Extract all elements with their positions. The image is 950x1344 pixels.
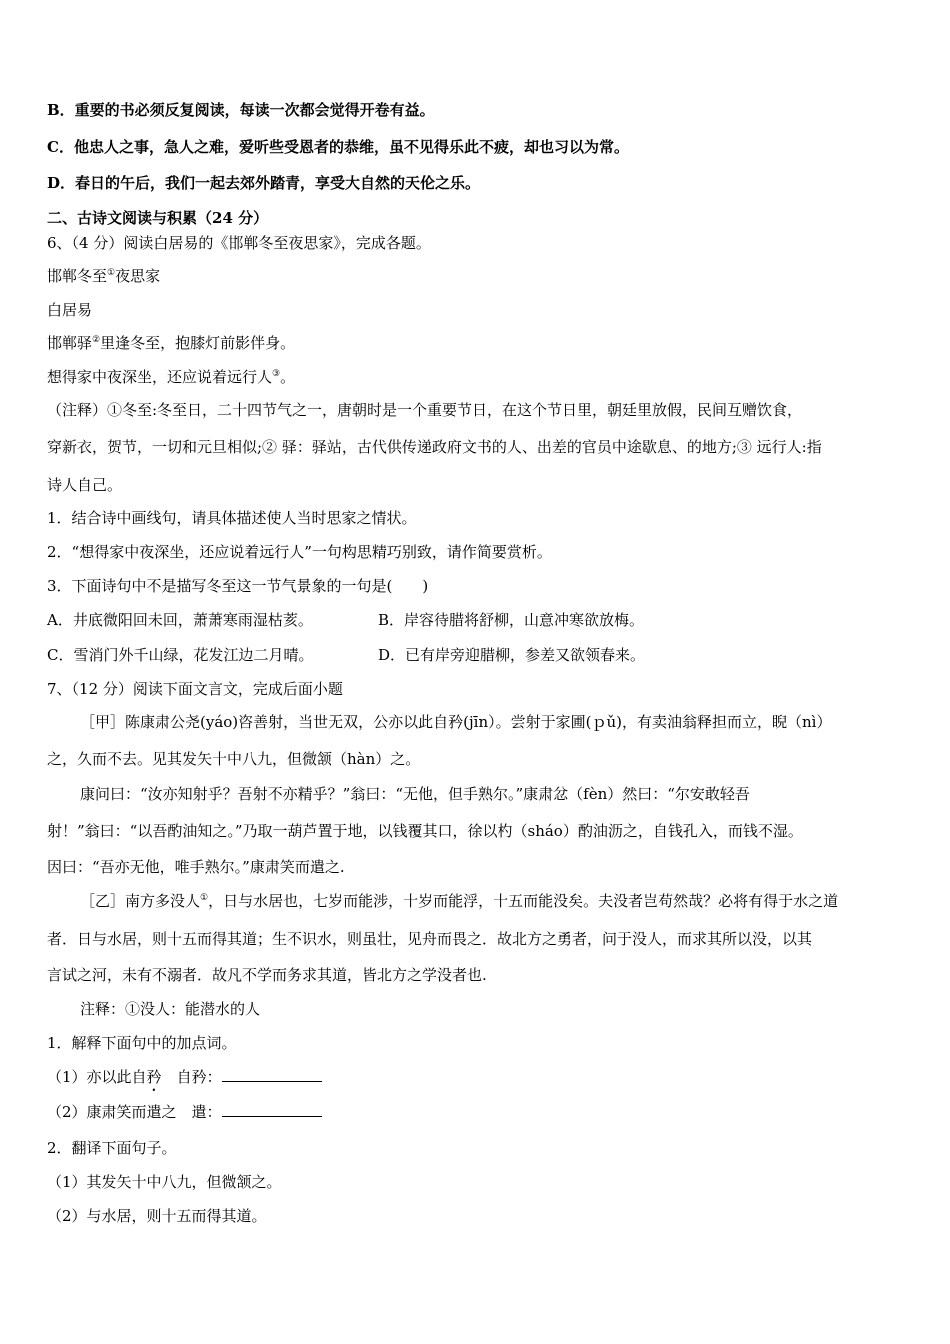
poem-line-1-note-mark: ② (92, 335, 101, 345)
poem-note-3: 诗人自己。 (47, 476, 123, 494)
q6-question-2: 2．“想得家中夜深坐，还应说着远行人”一句构思精巧别致，请作简要赏析。 (47, 543, 552, 561)
poem-title-text: 邯郸冬至 (47, 267, 108, 285)
text-yi-line-2: 者．日与水居，则十五而得其道；生不识水，则虽壮，见舟而畏之．故北方之勇者，问于没人，而求其所以没，以其 (47, 930, 813, 948)
poem-author: 白居易 (47, 301, 93, 319)
q6-option-c: C．雪消门外千山绿，花发江边二月晴。 (47, 646, 314, 664)
answer-blank-2[interactable] (222, 1102, 322, 1117)
q6-option-b: B．岸容待腊将舒柳，山意冲寒欲放梅。 (378, 611, 645, 629)
q7-question-1-2-text: （2）康肃笑而遣之 遣： (47, 1103, 222, 1121)
poem-line-2-a: 想得家中夜深坐，还应说着远行人 (47, 368, 273, 386)
poem-title-note-mark: ① (107, 268, 116, 278)
poem-note-1: （注释）①冬至:冬至日，二十四节气之一，唐朝时是一个重要节日，在这个节日里，朝廷里放假，民间互赠饮食， (47, 401, 803, 419)
text-jia-line-1: ［甲］陈康肃公尧(yáo)咨善射，当世无双，公亦以此自矜(jīn）。尝射于家圃(ｐǔ)，有卖油翁释担而立，睨（nì） (80, 713, 832, 731)
poem-title-text-end: 夜思家 (115, 267, 161, 285)
poem-title (47, 266, 160, 286)
answer-blank-1[interactable] (222, 1067, 322, 1082)
q6-question-3: 3．下面诗句中不是描写冬至这一节气景象的一句是( ) (47, 577, 429, 595)
text-jia-line-2: 之，久而不去。见其发矢十中八九，但微颔（hàn）之。 (47, 750, 421, 768)
poem-line-1-a: 邯郸驿 (47, 334, 93, 352)
q7-question-2: 2．翻译下面句子。 (47, 1139, 177, 1157)
section-heading: 二、古诗文阅读与积累（24 分） (47, 209, 269, 227)
poem-line-2-b: 。 (280, 368, 296, 386)
poem-line-1 (47, 333, 295, 353)
q7-question-1: 1．解释下面句中的加点词。 (47, 1034, 237, 1052)
q7-intro: 7、（12 分）阅读下面文言文，完成后面小题 (47, 680, 343, 698)
text-jia-line-4: 射！”翁曰：“以吾酌油知之。”乃取一葫芦置于地，以钱覆其口，徐以杓（sháo）酌油沥之，自钱孔入，而钱不湿。 (47, 822, 803, 840)
q6-option-d: D．已有岸旁迎腊柳，参差又欲领春来。 (378, 646, 646, 664)
q7-question-1-1-b: 自矜： (161, 1068, 222, 1086)
option-d: D．春日的午后，我们一起去郊外踏青，享受大自然的天伦之乐。 (47, 174, 481, 192)
q7-question-2-2: （2）与水居，则十五而得其道。 (47, 1207, 267, 1225)
q7-question-1-2 (47, 1102, 322, 1122)
q6-option-a: A．井底微阳回未回，萧萧寒雨湿枯荄。 (47, 611, 313, 629)
poem-line-1-b: 里逢冬至，抱膝灯前影伴身。 (100, 334, 296, 352)
option-b: B．重要的书必须反复阅读，每读一次都会觉得开卷有益。 (47, 101, 435, 119)
q6-intro: 6、（4 分）阅读白居易的《邯郸冬至夜思家》，完成各题。 (47, 234, 431, 252)
q6-question-1: 1．结合诗中画线句，请具体描述使人当时思家之情状。 (47, 509, 417, 527)
text-jia-line-3: 康问曰：“汝亦知射乎？吾射不亦精乎？”翁曰：“无他，但手熟尔。”康肃忿（fèn）然曰：“尔安敢轻吾 (80, 785, 750, 803)
q7-question-1-1 (47, 1067, 322, 1095)
poem-note-2: 穿新衣，贺节，一切和元旦相似;② 驿：驿站，古代供传递政府文书的人、出差的官员中途歇息、的地方;③ 远行人:指 (47, 438, 822, 456)
text-jia-line-5: 因曰：“吾亦无他，唯手熟尔。”康肃笑而遣之. (47, 858, 345, 876)
text-yi-line-1 (80, 891, 838, 911)
option-c: C．他忠人之事，急人之难，爱听些受恩者的恭维，虽不见得乐此不疲，却也习以为常。 (47, 138, 629, 156)
text-yi-note-mark: ① (200, 893, 209, 903)
dotted-word: 矜 (146, 1068, 162, 1086)
poem-line-2-note-mark: ③ (272, 369, 281, 379)
q7-question-1-1-a: （1）亦以此自 (47, 1068, 147, 1086)
text-yi-note: 注释：①没人：能潜水的人 (80, 1000, 261, 1018)
text-yi-line-1-a: ［乙］南方多没人 (80, 892, 201, 910)
q7-question-2-1: （1）其发矢十中八九，但微颔之。 (47, 1173, 282, 1191)
poem-line-2 (47, 367, 295, 387)
text-yi-line-1-b: ，日与水居也，七岁而能涉，十岁而能浮，十五而能没矣。夫没者岂苟然哉？必将有得于水之道 (208, 892, 839, 910)
text-yi-line-3: 言试之河，未有不溺者．故凡不学而务求其道，皆北方之学没者也. (47, 966, 487, 984)
